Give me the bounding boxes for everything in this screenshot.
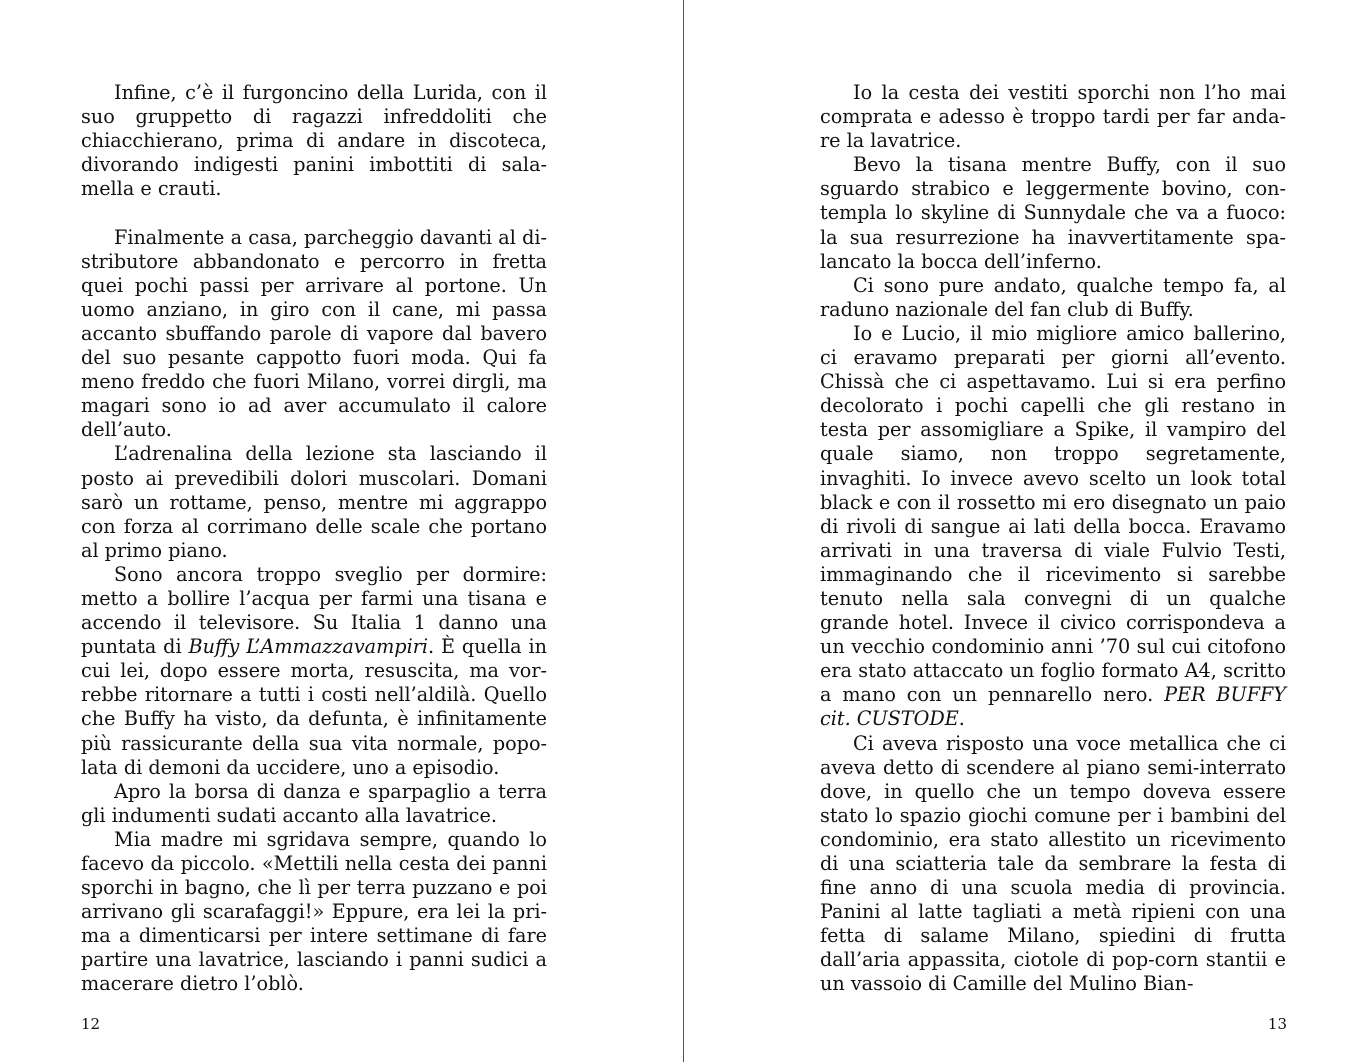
page-number-left: 12: [81, 1015, 101, 1033]
italic-text: PER BUFFY cit. CUSTODE: [820, 683, 1286, 731]
text-run: L’adrenalina della lezione sta lasciando il posto ai prevedibili dolori muscolari. Domani sarò un rottame, penso, mentre mi aggrappo con forza al corrimano delle scale che portano al primo piano.: [81, 442, 547, 562]
text-run: Finalmente a casa, parcheggio davanti al distributore abbandonato e percorro in fretta quei pochi passi per arrivare al portone. Un uomo anziano, in giro con il cane, mi passa accanto sbuffando parole di vapore dal bavero del suo pesante cappotto fuori moda. Qui fa meno freddo che fuori Milano, vorrei dirgli, ma magari sono io ad aver accumulato il calore dell’auto.: [81, 225, 547, 442]
paragraph: [81, 442, 547, 562]
text-run: Ci sono pure andato, qualche tempo fa, al raduno nazionale del fan club di Buffy.: [820, 273, 1286, 321]
paragraph: [81, 780, 547, 828]
text-run: Bevo la tisana mentre Buffy, con il suo sguardo strabico e leggermente bovino, contempla lo skyline di Sunnydale che va a fuoco: la sua resurrezione ha inavvertitamente spalancato la bocca dell’inferno.: [820, 153, 1286, 273]
text-run: Apro la borsa di danza e sparpaglio a terra gli indumenti sudati accanto alla lavatrice.: [81, 779, 547, 827]
italic-text: Buffy L’Ammazzavampiri: [188, 635, 429, 659]
left-page-text: [81, 81, 547, 997]
paragraph: [820, 81, 1286, 153]
right-page: [684, 0, 1364, 1062]
text-run: .: [958, 707, 965, 731]
paragraph: [820, 153, 1286, 273]
paragraph: [81, 828, 547, 997]
paragraph: [81, 226, 547, 443]
text-run: . È quella in cui lei, dopo essere morta, resuscita, ma vorrebbe ritornare a tutti i costi nell’aldilà. Quello che Buffy ha visto, da defunta, è infinitamente più rassicurante della sua vita normale, popolata di demoni da uccidere, uno a episodio.: [81, 635, 547, 779]
right-page-text: [820, 81, 1286, 997]
text-run: Sono ancora troppo sveglio per dormire: metto a bollire l’acqua per farmi una tisana e accendo il televisore. Su Italia 1 danno una puntata di: [81, 562, 547, 659]
text-run: Io la cesta dei vestiti sporchi non l’ho mai comprata e adesso è troppo tardi per far andare la lavatrice.: [820, 81, 1286, 153]
text-run: Io e Lucio, il mio migliore amico ballerino, ci eravamo preparati per giorni all’evento. Chissà che ci aspettavamo. Lui si era perfino decolorato i pochi capelli che gli restano in testa per assomigliare a Spike, il vampiro del quale siamo, non troppo segretamente, invaghiti. Io invece avevo scelto un look total black e con il rossetto mi ero disegnato un paio di rivoli di sangue ai lati della bocca. Eravamo arrivati in una traversa di viale Fulvio Testi, immaginando che il ricevimento si sarebbe tenuto nella sala convegni di un qualche grande hotel. Invece il civico corrispondeva a un vecchio condominio anni ’70 sul cui citofono era stato attaccato un foglio formato A4, scritto a mano con un pennarello nero.: [820, 321, 1286, 707]
text-run: Infine, c’è il furgoncino della Lurida, con il suo gruppetto di ragazzi infreddoliti che chiacchierano, prima di andare in discoteca, divorando indigesti panini imbottiti di salamella e crauti.: [81, 81, 547, 201]
paragraph: [820, 322, 1286, 732]
paragraph: [820, 274, 1286, 322]
paragraph: [820, 732, 1286, 997]
text-run: Mia madre mi sgridava sempre, quando lo facevo da piccolo. «Mettili nella cesta dei panni sporchi in bagno, che lì per terra puzzano e poi arrivano gli scarafaggi!» Eppure, era lei la prima a dimenticarsi per intere settimane di fare partire una lavatrice, lasciando i panni sudici a macerare dietro l’oblò.: [81, 827, 547, 996]
paragraph: [81, 81, 547, 201]
page-number-right: 13: [1267, 1015, 1287, 1033]
text-run: Ci aveva risposto una voce metallica che ci aveva detto di scendere al piano semi-interrato dove, in quello che un tempo doveva essere stato lo spazio giochi comune per i bambini del condominio, era stato allestito un ricevimento di una sciatteria tale da sembrare la festa di fine anno di una scuola media di provincia. Panini al latte tagliati a metà ripieni con una fetta di salame Milano, spiedini di frutta dall’aria appassita, ciotole di pop-corn stantii e un vassoio di Camille del Mulino Bian-: [820, 731, 1286, 996]
paragraph: [81, 563, 547, 780]
